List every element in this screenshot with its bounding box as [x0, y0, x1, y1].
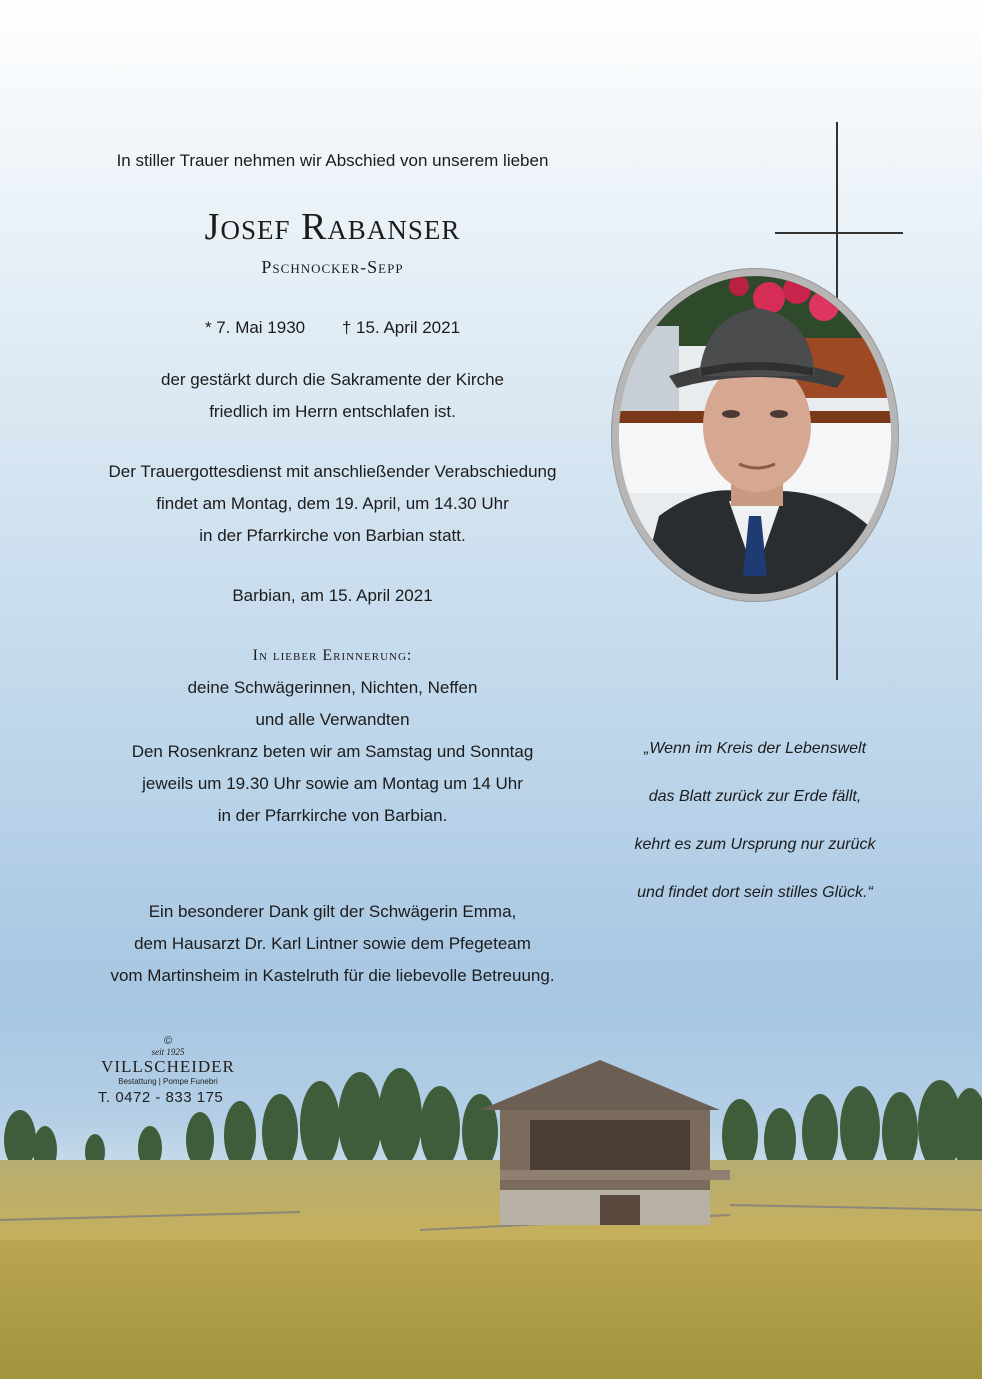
portrait-photo [619, 276, 891, 594]
birth-date: * 7. Mai 1930 [204, 318, 306, 337]
text-line: jeweils um 19.30 Uhr sowie am Montag um 14 Uhr [142, 774, 523, 793]
death-date: † 15. April 2021 [341, 318, 461, 337]
deceased-nickname: Pschnocker-Sepp [261, 257, 404, 277]
logo-copyright: © [163, 1035, 173, 1047]
logo-phone: T. 0472 - 833 175 [98, 1089, 224, 1106]
logo-since: seit 1925 [151, 1047, 185, 1057]
mourners-list [60, 672, 605, 736]
thanks-paragraph [60, 896, 605, 992]
logo-name: VILLSCHEIDER [101, 1057, 235, 1076]
logo-subtitle: Bestattung | Pompe Funebri [118, 1077, 218, 1086]
cross-horizontal [775, 232, 903, 234]
place-date: Barbian, am 15. April 2021 [232, 586, 433, 605]
quote-line: das Blatt zurück zur Erde fällt, [648, 788, 862, 805]
text-line: dem Hausarzt Dr. Karl Lintner sowie dem Pfegeteam [134, 934, 531, 953]
text-line: Ein besonderer Dank gilt der Schwägerin Emma, [148, 902, 517, 921]
text-line: findet am Montag, dem 19. April, um 14.30 Uhr [156, 494, 509, 513]
text-line: der gestärkt durch die Sakramente der Kirche [160, 370, 504, 389]
sacrament-paragraph [60, 364, 605, 428]
funeral-service-paragraph [60, 456, 605, 552]
text-line: in der Pfarrkirche von Barbian. [217, 806, 448, 825]
memory-heading: In lieber Erinnerung: [252, 647, 413, 664]
funeral-home-logo [88, 1035, 248, 1109]
text-line: friedlich im Herrn entschlafen ist. [209, 402, 456, 421]
quote-line: „Wenn im Kreis der Lebenswelt [643, 740, 867, 757]
text-line: Den Rosenkranz beten wir am Samstag und Sonntag [131, 742, 534, 761]
text-line: und alle Verwandten [255, 710, 410, 729]
portrait-frame [611, 268, 899, 602]
quote-line: und findet dort sein stilles Glück.“ [637, 884, 873, 901]
deceased-name: Josef Rabanser [204, 206, 461, 248]
intro-text: In stiller Trauer nehmen wir Abschied von unserem lieben [116, 151, 549, 170]
memorial-quote [585, 725, 925, 917]
rosary-paragraph [60, 736, 605, 832]
text-line: Der Trauergottesdienst mit anschließender Verabschiedung [108, 462, 557, 481]
text-line: vom Martinsheim in Kastelruth für die liebevolle Betreuung. [110, 966, 555, 985]
text-line: deine Schwägerinnen, Nichten, Neffen [187, 678, 478, 697]
life-dates [60, 312, 605, 344]
text-line: in der Pfarrkirche von Barbian statt. [199, 526, 466, 545]
quote-line: kehrt es zum Ursprung nur zurück [634, 836, 876, 853]
